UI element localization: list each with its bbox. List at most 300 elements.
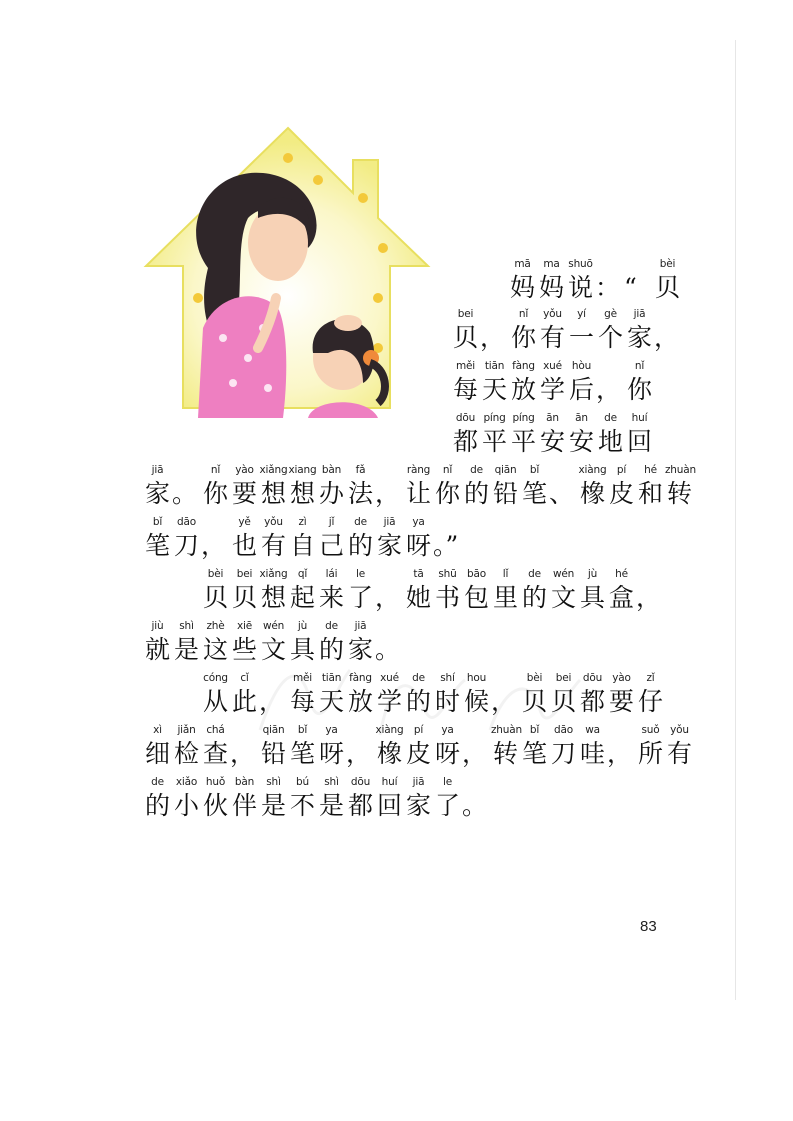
punctuation xyxy=(549,462,578,510)
character-with-pinyin xyxy=(549,670,578,718)
pinyin: hou xyxy=(466,672,487,684)
hanzi: 盒 xyxy=(608,583,634,612)
pinyin: xué xyxy=(543,360,562,372)
pinyin: jù xyxy=(297,620,308,632)
pinyin: chá xyxy=(206,724,225,736)
character-with-pinyin xyxy=(346,514,375,562)
pinyin: cóng xyxy=(203,672,228,684)
pinyin: shuō xyxy=(568,258,593,270)
pinyin: huí xyxy=(381,776,398,788)
character-with-pinyin xyxy=(404,462,433,510)
pinyin xyxy=(375,462,404,478)
pinyin: pí xyxy=(413,724,424,736)
character-with-pinyin xyxy=(520,722,549,770)
pinyin xyxy=(596,358,625,374)
pinyin: qiān xyxy=(262,724,285,736)
pinyin: yǒu xyxy=(670,724,689,736)
hanzi: 的 xyxy=(521,583,547,612)
punctuation xyxy=(624,256,653,304)
pinyin: zhuàn xyxy=(491,724,522,736)
hanzi: 来 xyxy=(318,583,344,612)
character-with-pinyin xyxy=(549,566,578,614)
hanzi: 天 xyxy=(481,375,507,404)
punctuation xyxy=(346,722,375,770)
character-with-pinyin xyxy=(567,410,596,458)
character-with-pinyin xyxy=(201,670,230,718)
pinyin: shì xyxy=(266,776,281,788)
character-with-pinyin xyxy=(596,306,625,354)
hanzi: 平 xyxy=(481,427,507,456)
pinyin: ān xyxy=(575,412,588,424)
character-with-pinyin xyxy=(404,774,433,822)
character-with-pinyin xyxy=(230,774,259,822)
pinyin: suǒ xyxy=(641,724,660,736)
pinyin: shí xyxy=(440,672,455,684)
hanzi: 有 xyxy=(260,531,286,560)
pinyin: bèi xyxy=(659,258,676,270)
pinyin: měi xyxy=(292,672,312,684)
pinyin: hòu xyxy=(571,360,592,372)
pinyin xyxy=(624,256,653,272)
pinyin: de xyxy=(325,620,338,632)
pinyin: bei xyxy=(236,568,253,580)
character-with-pinyin xyxy=(230,514,259,562)
character-with-pinyin xyxy=(317,566,346,614)
pinyin: bei xyxy=(457,308,474,320)
pinyin: bǐ xyxy=(529,724,540,736)
hanzi: 所 xyxy=(637,739,663,768)
character-with-pinyin xyxy=(433,670,462,718)
pinyin: jiǎn xyxy=(177,724,196,736)
hanzi: 、 xyxy=(549,479,575,508)
character-with-pinyin xyxy=(317,462,346,510)
pinyin: fǎ xyxy=(355,464,366,476)
character-with-pinyin xyxy=(201,618,230,666)
hanzi: 哇 xyxy=(579,739,605,768)
character-with-pinyin xyxy=(607,462,636,510)
character-with-pinyin xyxy=(665,722,694,770)
pinyin: yǒu xyxy=(264,516,283,528)
pinyin: de xyxy=(412,672,425,684)
character-with-pinyin xyxy=(538,306,567,354)
character-with-pinyin xyxy=(230,462,259,510)
punctuation xyxy=(375,618,404,666)
pinyin: dōu xyxy=(582,672,603,684)
character-with-pinyin xyxy=(625,306,654,354)
character-with-pinyin xyxy=(172,514,201,562)
hanzi: 是 xyxy=(173,635,199,664)
character-with-pinyin xyxy=(567,306,596,354)
pinyin: ya xyxy=(412,516,425,528)
punctuation xyxy=(462,774,491,822)
punctuation xyxy=(607,722,636,770)
hanzi: ， xyxy=(462,739,488,768)
hanzi: 贝 xyxy=(452,323,478,352)
hanzi: 铅 xyxy=(260,739,286,768)
character-with-pinyin xyxy=(201,774,230,822)
character-with-pinyin xyxy=(607,670,636,718)
hanzi: 妈 xyxy=(538,273,564,302)
pinyin: mā xyxy=(514,258,531,270)
pinyin xyxy=(654,306,683,322)
hanzi: 的 xyxy=(318,635,344,664)
character-with-pinyin xyxy=(259,618,288,666)
punctuation xyxy=(595,256,624,304)
character-with-pinyin xyxy=(317,618,346,666)
hanzi: 查 xyxy=(202,739,228,768)
hanzi: 都 xyxy=(347,791,373,820)
pinyin xyxy=(346,722,375,738)
character-with-pinyin xyxy=(375,670,404,718)
character-with-pinyin xyxy=(375,774,404,822)
hanzi: 不 xyxy=(289,791,315,820)
character-with-pinyin xyxy=(346,618,375,666)
hanzi: 细 xyxy=(144,739,170,768)
hanzi: 起 xyxy=(289,583,315,612)
hanzi: 些 xyxy=(231,635,257,664)
punctuation xyxy=(172,462,201,510)
character-with-pinyin xyxy=(259,774,288,822)
character-with-pinyin xyxy=(537,256,566,304)
pinyin: xiang xyxy=(288,464,317,476)
character-with-pinyin xyxy=(462,670,491,718)
pinyin: bèi xyxy=(526,672,543,684)
hanzi: 检 xyxy=(173,739,199,768)
hanzi: 都 xyxy=(452,427,478,456)
character-with-pinyin xyxy=(288,514,317,562)
punctuation xyxy=(230,722,259,770)
hanzi: 具 xyxy=(579,583,605,612)
hanzi: 个 xyxy=(597,323,623,352)
character-with-pinyin xyxy=(607,566,636,614)
pinyin: yě xyxy=(238,516,251,528)
hanzi: 是 xyxy=(260,791,286,820)
pinyin: dāo xyxy=(554,724,573,736)
pinyin: bàn xyxy=(234,776,255,788)
pinyin: qǐ xyxy=(297,568,308,580)
hanzi: 转 xyxy=(492,739,518,768)
pinyin: tiān xyxy=(321,672,342,684)
hanzi: 笔 xyxy=(144,531,170,560)
character-with-pinyin xyxy=(201,722,230,770)
hanzi: 刀 xyxy=(550,739,576,768)
hanzi: “ xyxy=(624,273,637,302)
character-with-pinyin xyxy=(172,722,201,770)
hanzi: 回 xyxy=(376,791,402,820)
pinyin: ràng xyxy=(406,464,431,476)
hanzi: ， xyxy=(607,739,633,768)
character-with-pinyin xyxy=(451,358,480,406)
punctuation xyxy=(462,722,491,770)
character-with-pinyin xyxy=(578,462,607,510)
pinyin xyxy=(433,514,462,530)
pinyin xyxy=(259,670,288,686)
character-with-pinyin xyxy=(404,566,433,614)
hanzi: 了 xyxy=(347,583,373,612)
hanzi: 家 xyxy=(347,635,373,664)
character-with-pinyin xyxy=(230,566,259,614)
pinyin: de xyxy=(470,464,483,476)
hanzi: 铅 xyxy=(492,479,518,508)
character-with-pinyin xyxy=(404,722,433,770)
hanzi: 皮 xyxy=(608,479,634,508)
hanzi: 书 xyxy=(434,583,460,612)
pinyin: huí xyxy=(631,412,648,424)
pinyin: tā xyxy=(413,568,424,580)
hanzi: 呀 xyxy=(434,739,460,768)
punctuation xyxy=(596,358,625,406)
pinyin: de xyxy=(528,568,541,580)
hanzi: 办 xyxy=(318,479,344,508)
hanzi: 了 xyxy=(434,791,460,820)
pinyin: yào xyxy=(612,672,631,684)
character-with-pinyin xyxy=(509,410,538,458)
pinyin: ya xyxy=(325,724,338,736)
hanzi: 橡 xyxy=(579,479,605,508)
pinyin: yí xyxy=(577,308,586,320)
hanzi: ， xyxy=(375,479,401,508)
hanzi: 呀 xyxy=(405,531,431,560)
character-with-pinyin xyxy=(143,618,172,666)
pinyin: xiē xyxy=(237,620,252,632)
hanzi: 都 xyxy=(579,687,605,716)
hanzi: 她 xyxy=(405,583,431,612)
pinyin xyxy=(172,462,201,478)
hanzi: 你 xyxy=(434,479,460,508)
character-with-pinyin xyxy=(451,306,480,354)
pinyin: bei xyxy=(555,672,572,684)
character-with-pinyin xyxy=(636,670,665,718)
pinyin: shì xyxy=(179,620,194,632)
pinyin: nǐ xyxy=(518,308,529,320)
hanzi: 也 xyxy=(231,531,257,560)
character-with-pinyin xyxy=(538,358,567,406)
punctuation xyxy=(433,514,462,562)
mother-daughter-house-illustration xyxy=(138,118,438,418)
hanzi: 笔 xyxy=(289,739,315,768)
character-with-pinyin xyxy=(596,410,625,458)
character-with-pinyin xyxy=(143,774,172,822)
pinyin xyxy=(462,722,491,738)
character-with-pinyin xyxy=(451,410,480,458)
pinyin: píng xyxy=(483,412,506,424)
character-with-pinyin xyxy=(375,514,404,562)
hanzi: 橡 xyxy=(376,739,402,768)
hanzi: 想 xyxy=(289,479,315,508)
hanzi: 妈 xyxy=(509,273,535,302)
pinyin: xì xyxy=(153,724,162,736)
character-with-pinyin xyxy=(259,462,288,510)
punctuation xyxy=(201,514,230,562)
character-with-pinyin xyxy=(462,566,491,614)
character-with-pinyin xyxy=(143,722,172,770)
character-with-pinyin xyxy=(317,722,346,770)
character-with-pinyin xyxy=(317,670,346,718)
hanzi: ， xyxy=(491,687,517,716)
character-with-pinyin xyxy=(259,566,288,614)
pinyin: shì xyxy=(324,776,339,788)
character-with-pinyin xyxy=(230,618,259,666)
hanzi: ， xyxy=(375,583,401,612)
character-with-pinyin xyxy=(433,566,462,614)
pinyin: cǐ xyxy=(240,672,249,684)
hanzi: 呀 xyxy=(318,739,344,768)
hanzi: 家 xyxy=(376,531,402,560)
pinyin: xiǎng xyxy=(259,568,288,580)
pinyin: fàng xyxy=(349,672,372,684)
pinyin: nǐ xyxy=(210,464,221,476)
character-with-pinyin xyxy=(404,514,433,562)
hanzi: 。” xyxy=(433,531,459,560)
pinyin: lái xyxy=(325,568,338,580)
character-with-pinyin xyxy=(578,566,607,614)
pinyin xyxy=(201,514,230,530)
character-with-pinyin xyxy=(317,774,346,822)
hanzi: 一 xyxy=(568,323,594,352)
hanzi: 时 xyxy=(434,687,460,716)
pinyin: de xyxy=(354,516,367,528)
hanzi: 地 xyxy=(597,427,623,456)
character-with-pinyin xyxy=(288,618,317,666)
hanzi: ， xyxy=(636,583,662,612)
hanzi: 放 xyxy=(347,687,373,716)
hanzi: 己 xyxy=(318,531,344,560)
hanzi: ， xyxy=(230,739,256,768)
character-with-pinyin xyxy=(567,358,596,406)
pinyin: zì xyxy=(298,516,307,528)
hanzi: 就 xyxy=(144,635,170,664)
hanzi: 说 xyxy=(567,273,593,302)
character-with-pinyin xyxy=(491,566,520,614)
character-with-pinyin xyxy=(259,514,288,562)
hanzi: 你 xyxy=(202,479,228,508)
pinyin: píng xyxy=(512,412,535,424)
pinyin xyxy=(462,774,491,790)
character-with-pinyin xyxy=(288,670,317,718)
pinyin: hé xyxy=(615,568,628,580)
hanzi: 你 xyxy=(626,375,652,404)
character-with-pinyin xyxy=(491,722,520,770)
character-with-pinyin xyxy=(653,256,682,304)
hanzi: 。 xyxy=(462,791,488,820)
hanzi: 有 xyxy=(666,739,692,768)
hanzi: 回 xyxy=(626,427,652,456)
character-with-pinyin xyxy=(520,566,549,614)
pinyin: lǐ xyxy=(502,568,509,580)
pinyin xyxy=(607,722,636,738)
pinyin: dāo xyxy=(177,516,196,528)
character-with-pinyin xyxy=(259,722,288,770)
pinyin: xiǎo xyxy=(175,776,198,788)
character-with-pinyin xyxy=(520,670,549,718)
hanzi: 法 xyxy=(347,479,373,508)
hanzi: 学 xyxy=(539,375,565,404)
hanzi: 里 xyxy=(492,583,518,612)
character-with-pinyin xyxy=(578,670,607,718)
hanzi: 候 xyxy=(463,687,489,716)
character-with-pinyin xyxy=(538,410,567,458)
character-with-pinyin xyxy=(625,410,654,458)
pinyin: jiā xyxy=(151,464,164,476)
pinyin: nǐ xyxy=(634,360,645,372)
hanzi: 文 xyxy=(550,583,576,612)
character-with-pinyin xyxy=(346,670,375,718)
character-with-pinyin xyxy=(172,774,201,822)
pinyin xyxy=(595,256,624,272)
character-with-pinyin xyxy=(665,462,694,510)
character-with-pinyin xyxy=(143,462,172,510)
character-with-pinyin xyxy=(480,358,509,406)
hanzi: 转 xyxy=(666,479,692,508)
hanzi: 想 xyxy=(260,583,286,612)
pinyin: le xyxy=(443,776,452,788)
hanzi: 的 xyxy=(347,531,373,560)
pinyin xyxy=(230,722,259,738)
pinyin: zǐ xyxy=(646,672,655,684)
hanzi: 有 xyxy=(539,323,565,352)
hanzi: 学 xyxy=(376,687,402,716)
pinyin: jiā xyxy=(383,516,396,528)
hanzi: ： xyxy=(595,273,621,302)
hanzi: 刀 xyxy=(173,531,199,560)
pinyin: xiàng xyxy=(578,464,607,476)
character-with-pinyin xyxy=(201,462,230,510)
character-with-pinyin xyxy=(566,256,595,304)
hanzi: 贝 xyxy=(521,687,547,716)
character-with-pinyin xyxy=(346,462,375,510)
character-with-pinyin xyxy=(404,670,433,718)
character-with-pinyin xyxy=(433,462,462,510)
pinyin: bǐ xyxy=(529,464,540,476)
hanzi: 的 xyxy=(405,687,431,716)
pinyin: yào xyxy=(235,464,254,476)
hanzi: 包 xyxy=(463,583,489,612)
pinyin: jiā xyxy=(633,308,646,320)
pinyin: de xyxy=(604,412,617,424)
character-with-pinyin xyxy=(509,306,538,354)
hanzi: 文 xyxy=(260,635,286,664)
character-with-pinyin xyxy=(625,358,654,406)
character-with-pinyin xyxy=(375,722,404,770)
character-with-pinyin xyxy=(346,774,375,822)
character-with-pinyin xyxy=(433,722,462,770)
pinyin: fàng xyxy=(512,360,535,372)
character-with-pinyin xyxy=(578,722,607,770)
hanzi: ， xyxy=(480,323,506,352)
character-with-pinyin xyxy=(172,618,201,666)
hanzi: 自 xyxy=(289,531,315,560)
punctuation xyxy=(480,306,509,354)
pinyin: huǒ xyxy=(205,776,226,788)
page-edge xyxy=(735,40,736,1000)
pinyin: jǐ xyxy=(328,516,335,528)
hanzi: 的 xyxy=(144,791,170,820)
pinyin: zhè xyxy=(206,620,225,632)
punctuation xyxy=(491,670,520,718)
hanzi: 要 xyxy=(231,479,257,508)
pinyin: de xyxy=(151,776,164,788)
pinyin: wén xyxy=(552,568,575,580)
hanzi: 笔 xyxy=(521,739,547,768)
character-with-pinyin xyxy=(462,462,491,510)
pinyin: tiān xyxy=(484,360,505,372)
pinyin: qiān xyxy=(494,464,517,476)
pinyin: wa xyxy=(585,724,600,736)
character-with-pinyin xyxy=(636,722,665,770)
pinyin: jiā xyxy=(412,776,425,788)
pinyin: dōu xyxy=(350,776,371,788)
pinyin: měi xyxy=(455,360,475,372)
